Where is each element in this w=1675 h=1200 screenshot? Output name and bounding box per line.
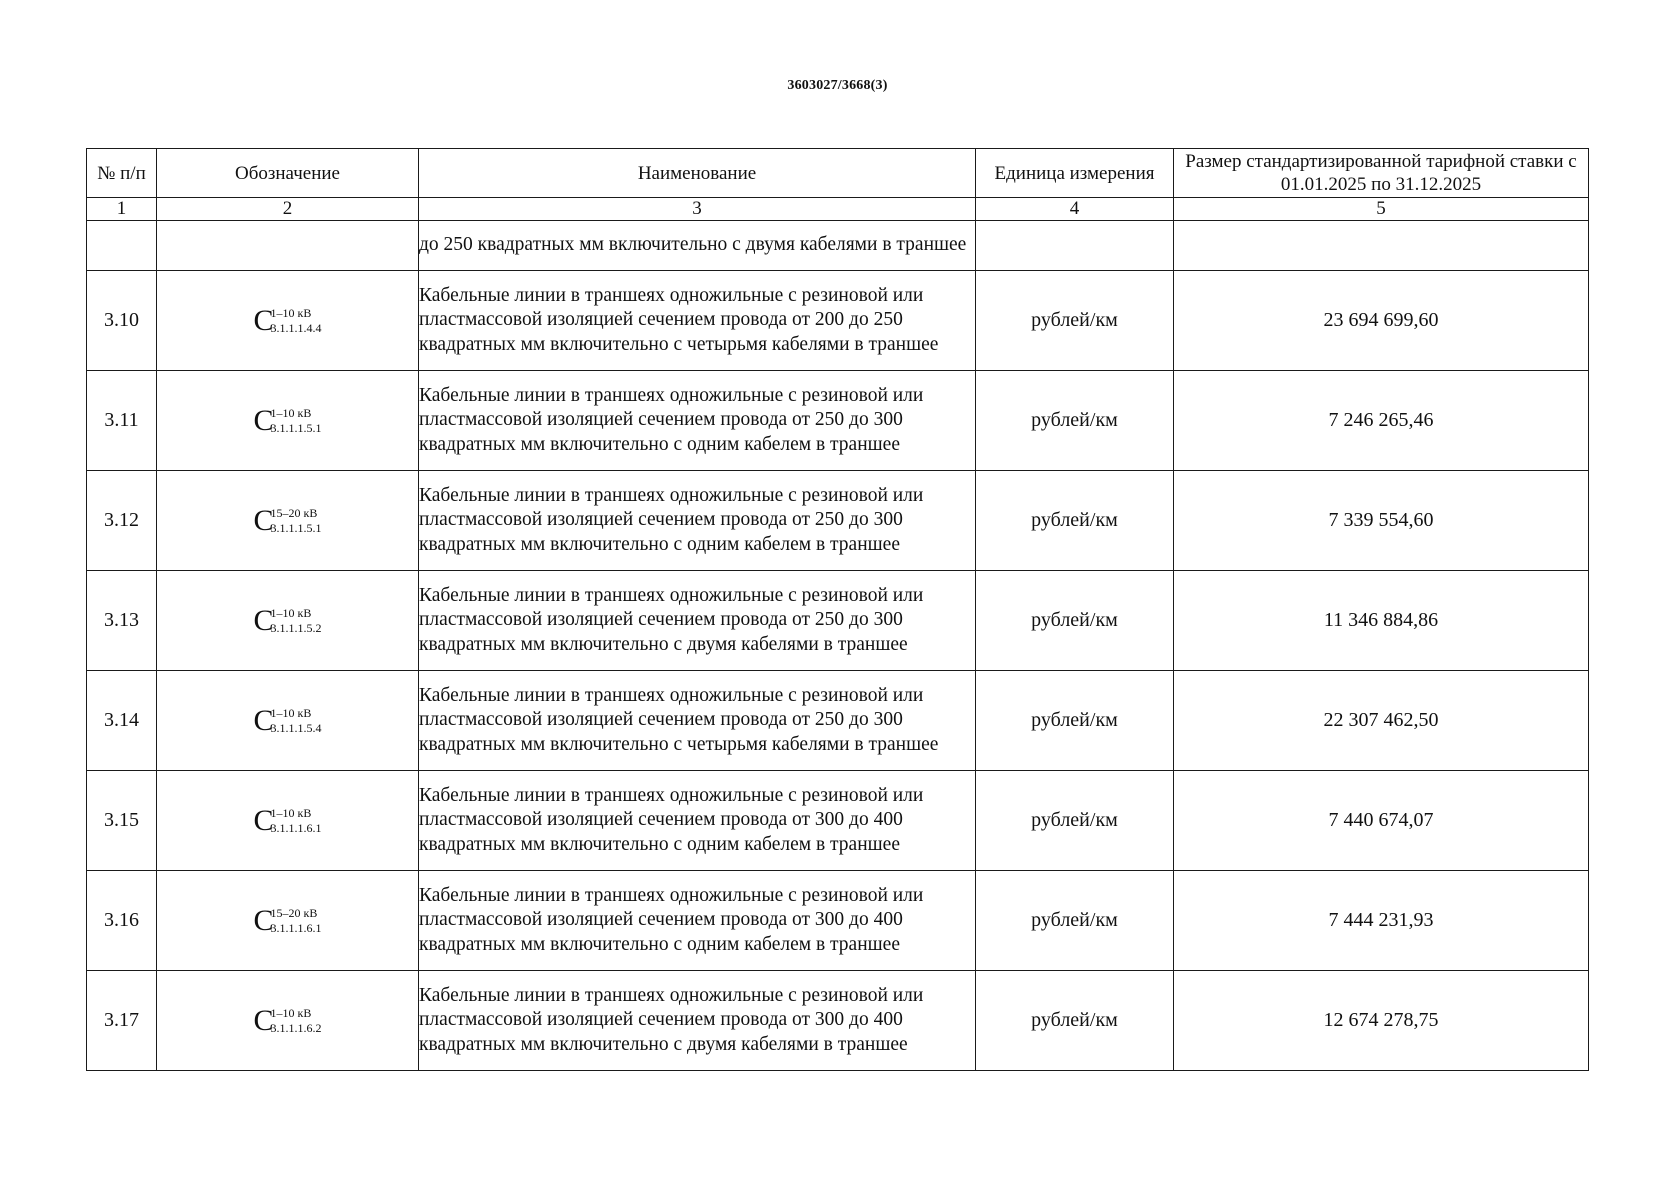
row-code — [157, 671, 419, 771]
row-rate: 7 339 554,60 — [1174, 471, 1589, 571]
code-superscript: 1–10 кВ — [270, 1005, 312, 1020]
row-rate: 22 307 462,50 — [1174, 671, 1589, 771]
table-row — [87, 971, 1589, 1071]
column-number: 2 — [157, 198, 419, 221]
table-row — [87, 371, 1589, 471]
tariff-code — [253, 1003, 322, 1037]
column-number-row — [87, 198, 1589, 221]
row-name: Кабельные линии в траншеях одножильные с резиновой или пластмассовой изоляцией сечением провода от 200 до 250 квадратных мм включительно с четырьмя кабелями в траншее — [419, 271, 976, 371]
code-superscript: 1–10 кВ — [270, 805, 312, 820]
row-number: 3.15 — [87, 771, 157, 871]
row-code — [157, 271, 419, 371]
row-rate: 23 694 699,60 — [1174, 271, 1589, 371]
row-number: 3.14 — [87, 671, 157, 771]
row-unit: рублей/км — [976, 671, 1174, 771]
table-row — [87, 671, 1589, 771]
row-unit: рублей/км — [976, 371, 1174, 471]
continuation-row — [87, 221, 1589, 271]
header-code: Обозначение — [157, 149, 419, 198]
row-rate: 7 440 674,07 — [1174, 771, 1589, 871]
empty-cell — [87, 221, 157, 271]
column-number: 5 — [1174, 198, 1589, 221]
row-number: 3.11 — [87, 371, 157, 471]
code-letter: C — [253, 403, 274, 437]
row-number: 3.13 — [87, 571, 157, 671]
tariff-code — [253, 703, 322, 737]
header-unit: Единица измерения — [976, 149, 1174, 198]
document-number: 3603027/3668(3) — [787, 78, 888, 93]
continuation-name: до 250 квадратных мм включительно с двумя кабелями в траншее — [419, 221, 976, 271]
header-rate: Размер стандартизированной тарифной ставки с 01.01.2025 по 31.12.2025 — [1174, 149, 1589, 198]
empty-cell — [976, 221, 1174, 271]
code-subscript: 3.1.1.1.6.2 — [270, 1020, 322, 1035]
row-number: 3.10 — [87, 271, 157, 371]
row-number: 3.16 — [87, 871, 157, 971]
row-name: Кабельные линии в траншеях одножильные с резиновой или пластмассовой изоляцией сечением провода от 250 до 300 квадратных мм включительно с двумя кабелями в траншее — [419, 571, 976, 671]
row-code — [157, 871, 419, 971]
row-code — [157, 471, 419, 571]
row-unit: рублей/км — [976, 471, 1174, 571]
tariff-code — [253, 503, 322, 537]
row-rate: 7 246 265,46 — [1174, 371, 1589, 471]
column-number: 4 — [976, 198, 1174, 221]
tariff-code — [253, 803, 322, 837]
code-letter: C — [253, 303, 274, 337]
code-superscript: 1–10 кВ — [270, 705, 312, 720]
code-letter: C — [253, 603, 274, 637]
row-rate: 11 346 884,86 — [1174, 571, 1589, 671]
row-code — [157, 771, 419, 871]
code-subscript: 3.1.1.1.5.2 — [270, 620, 322, 635]
tariff-code — [253, 603, 322, 637]
row-code — [157, 371, 419, 471]
row-unit: рублей/км — [976, 271, 1174, 371]
row-code — [157, 971, 419, 1071]
row-name: Кабельные линии в траншеях одножильные с резиновой или пластмассовой изоляцией сечением провода от 250 до 300 квадратных мм включительно с четырьмя кабелями в траншее — [419, 671, 976, 771]
header-row — [87, 149, 1589, 198]
table-row — [87, 271, 1589, 371]
code-subscript: 3.1.1.1.6.1 — [270, 820, 322, 835]
code-superscript: 15–20 кВ — [270, 905, 318, 920]
tariff-table — [86, 148, 1589, 1071]
code-superscript: 1–10 кВ — [270, 605, 312, 620]
row-name: Кабельные линии в траншеях одножильные с резиновой или пластмассовой изоляцией сечением провода от 300 до 400 квадратных мм включительно с одним кабелем в траншее — [419, 871, 976, 971]
code-subscript: 3.1.1.1.4.4 — [270, 320, 322, 335]
code-subscript: 3.1.1.1.6.1 — [270, 920, 322, 935]
row-rate: 7 444 231,93 — [1174, 871, 1589, 971]
code-superscript: 15–20 кВ — [270, 505, 318, 520]
code-letter: C — [253, 503, 274, 537]
column-number: 3 — [419, 198, 976, 221]
table-row — [87, 771, 1589, 871]
code-letter: C — [253, 903, 274, 937]
row-unit: рублей/км — [976, 971, 1174, 1071]
row-name: Кабельные линии в траншеях одножильные с резиновой или пластмассовой изоляцией сечением провода от 250 до 300 квадратных мм включительно с одним кабелем в траншее — [419, 371, 976, 471]
column-number: 1 — [87, 198, 157, 221]
code-superscript: 1–10 кВ — [270, 405, 312, 420]
code-letter: C — [253, 703, 274, 737]
row-unit: рублей/км — [976, 771, 1174, 871]
row-rate: 12 674 278,75 — [1174, 971, 1589, 1071]
code-letter: C — [253, 1003, 274, 1037]
row-unit: рублей/км — [976, 871, 1174, 971]
header-name: Наименование — [419, 149, 976, 198]
table-row — [87, 571, 1589, 671]
code-letter: C — [253, 803, 274, 837]
code-subscript: 3.1.1.1.5.1 — [270, 420, 322, 435]
row-name: Кабельные линии в траншеях одножильные с резиновой или пластмассовой изоляцией сечением провода от 250 до 300 квадратных мм включительно с одним кабелем в траншее — [419, 471, 976, 571]
row-number: 3.17 — [87, 971, 157, 1071]
table-row — [87, 471, 1589, 571]
row-code — [157, 571, 419, 671]
empty-cell — [1174, 221, 1589, 271]
table-row — [87, 871, 1589, 971]
empty-cell — [157, 221, 419, 271]
tariff-code — [253, 903, 322, 937]
code-subscript: 3.1.1.1.5.1 — [270, 520, 322, 535]
code-subscript: 3.1.1.1.5.4 — [270, 720, 322, 735]
tariff-code — [253, 303, 322, 337]
row-name: Кабельные линии в траншеях одножильные с резиновой или пластмассовой изоляцией сечением провода от 300 до 400 квадратных мм включительно с двумя кабелями в траншее — [419, 971, 976, 1071]
row-number: 3.12 — [87, 471, 157, 571]
header-num: № п/п — [87, 149, 157, 198]
row-name: Кабельные линии в траншеях одножильные с резиновой или пластмассовой изоляцией сечением провода от 300 до 400 квадратных мм включительно с одним кабелем в траншее — [419, 771, 976, 871]
code-superscript: 1–10 кВ — [270, 305, 312, 320]
tariff-code — [253, 403, 322, 437]
row-unit: рублей/км — [976, 571, 1174, 671]
